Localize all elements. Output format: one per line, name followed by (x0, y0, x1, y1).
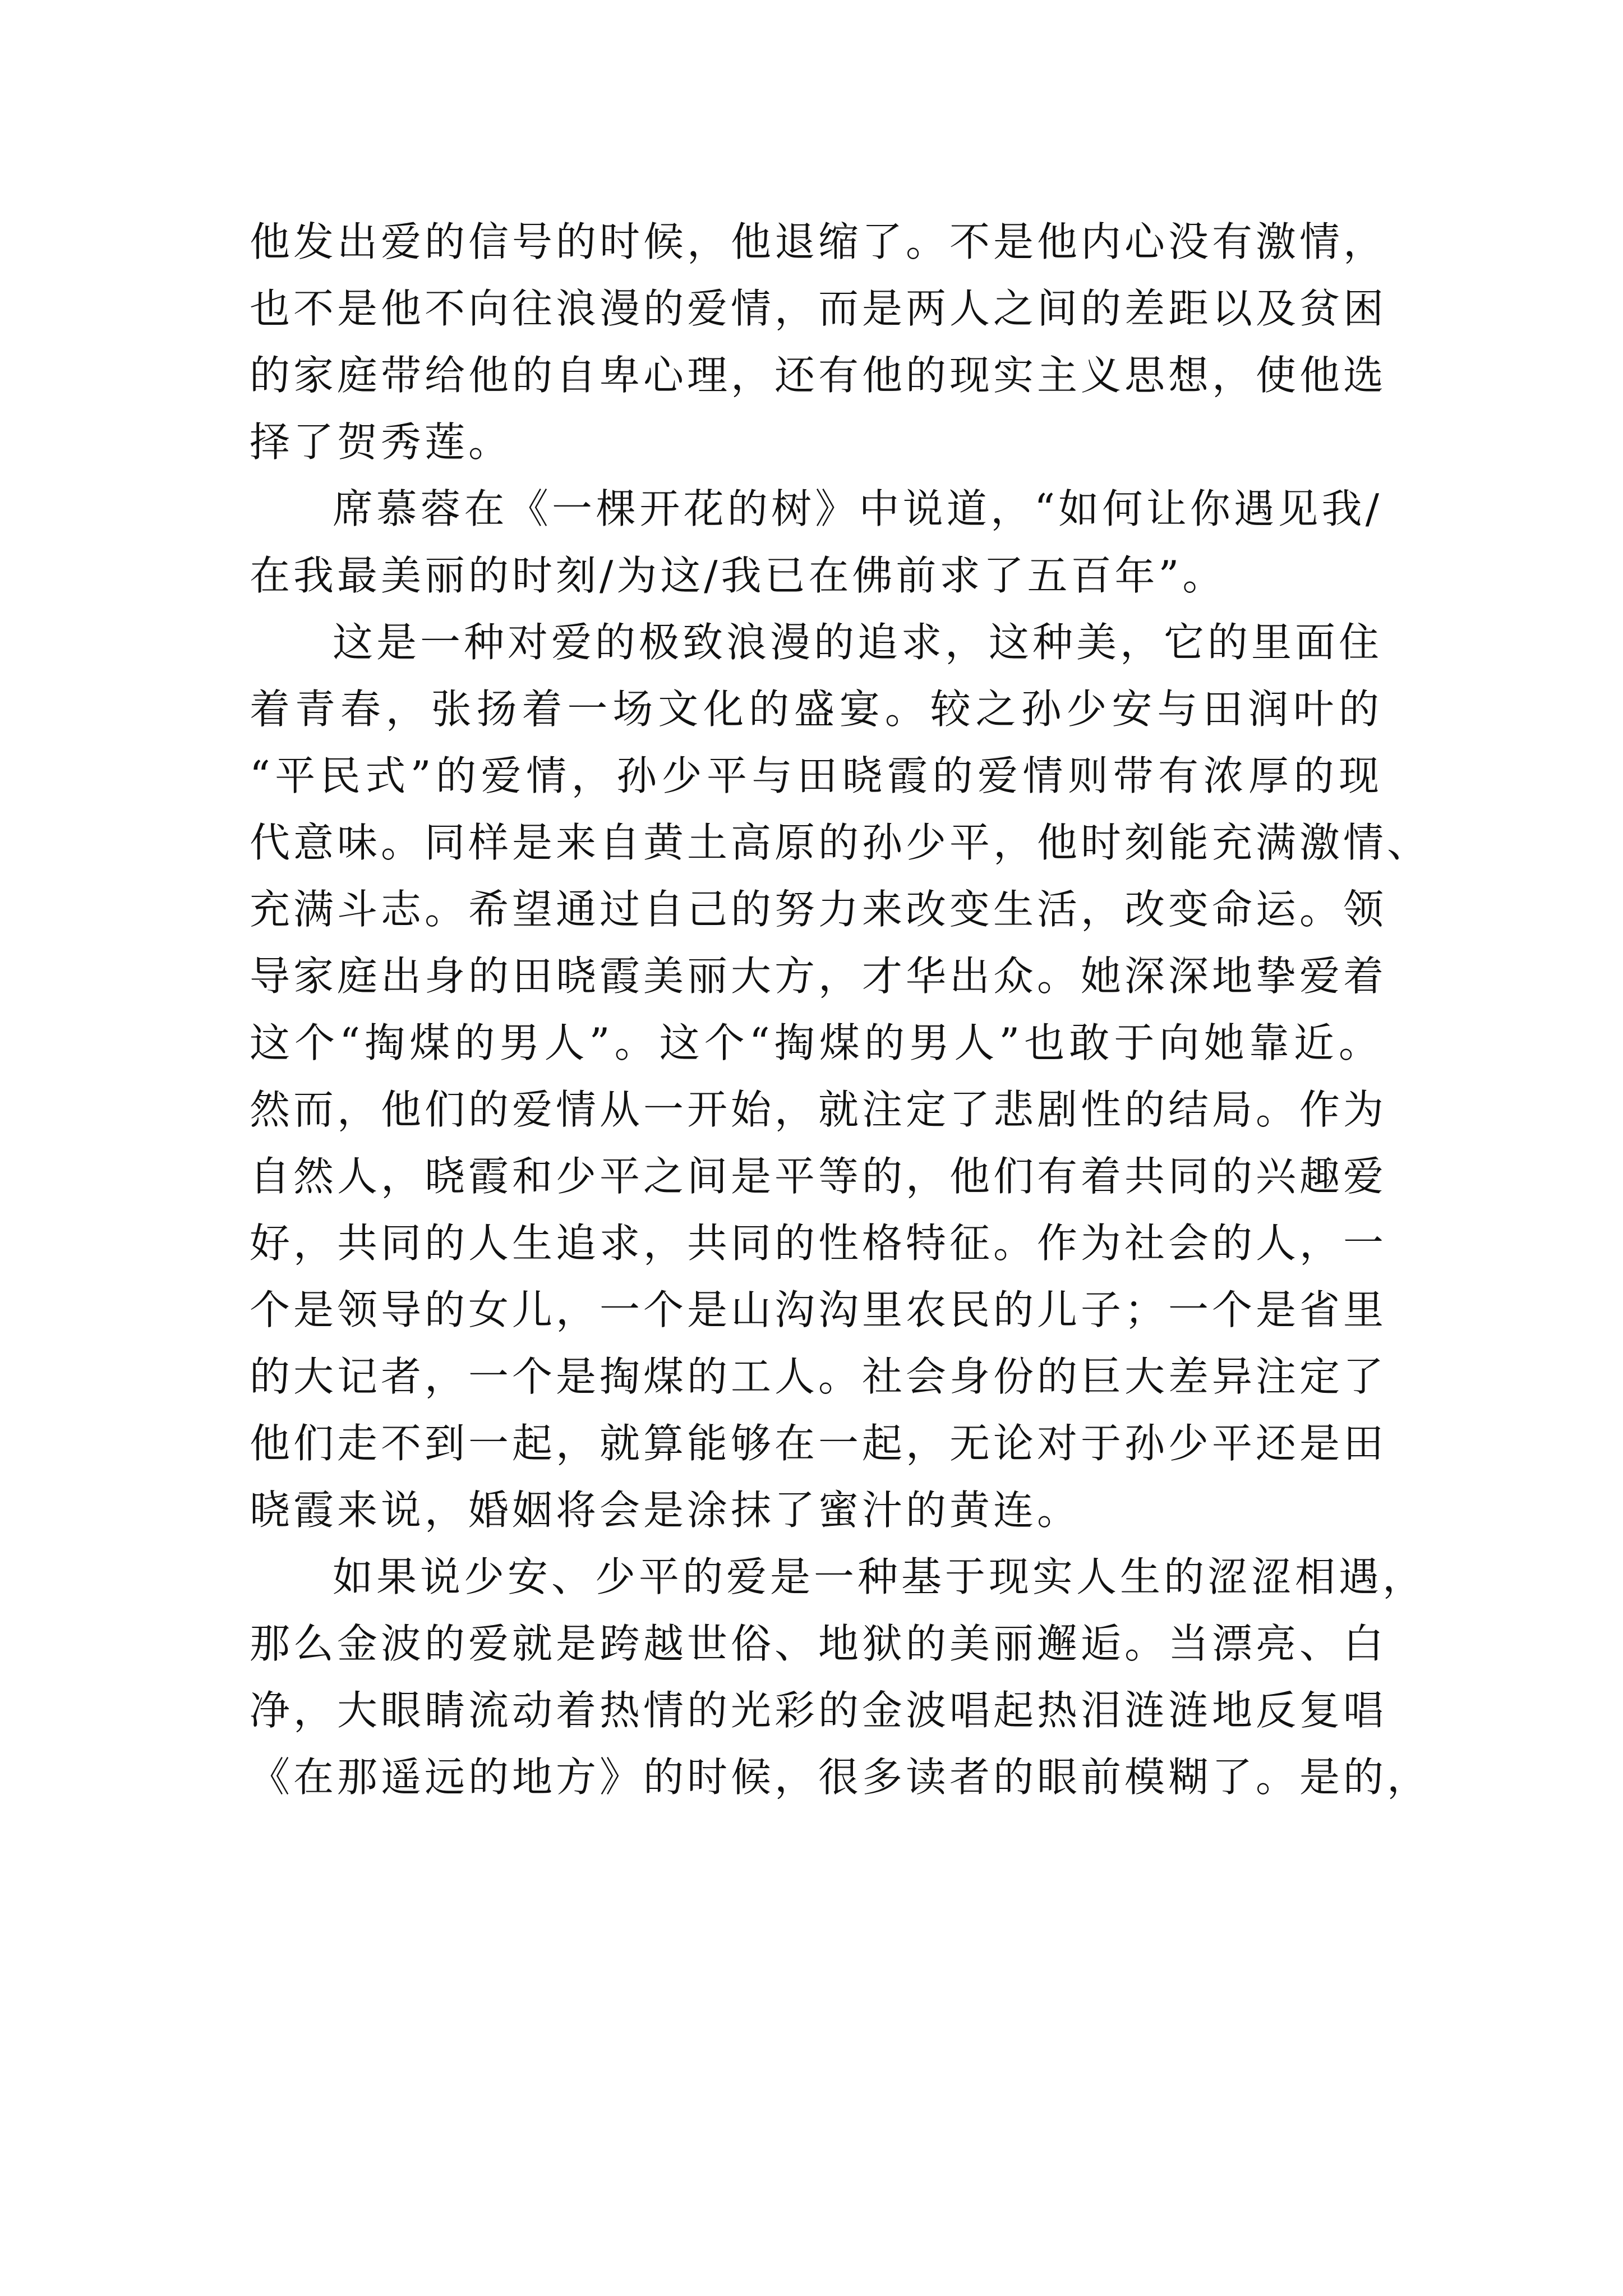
paragraph-first-line: 如果说少安、少平的爱是一种基于现实人生的涩涩相遇， (333, 1553, 1427, 1600)
text-line: 也不是他不向往浪漫的爱情，而是两人之间的差距以及贫困 (250, 285, 1387, 332)
text-line: 这个“掏煤的男人”。这个“掏煤的男人”也敢于向她靠近。 (250, 1019, 1382, 1066)
text-line: 自然人，晓霞和少平之间是平等的，他们有着共同的兴趣爱 (250, 1153, 1387, 1200)
text-line: 着青春，张扬着一场文化的盛宴。较之孙少安与田润叶的 (250, 685, 1382, 733)
text-line: 导家庭出身的田晓霞美丽大方，才华出众。她深深地挚爱着 (250, 953, 1387, 1000)
text-line: 择了贺秀莲。 (250, 418, 513, 466)
text-line: 好，共同的人生追求，共同的性格特征。作为社会的人，一 (250, 1220, 1387, 1267)
text-line: “平民式”的爱情，孙少平与田晓霞的爱情则带有浓厚的现 (250, 752, 1382, 799)
text-line: 个是领导的女儿，一个是山沟沟里农民的儿子；一个是省里 (250, 1286, 1387, 1333)
text-line: 他们走不到一起，就算能够在一起，无论对于孙少平还是田 (250, 1420, 1387, 1467)
text-line: 的大记者，一个是掏煤的工人。社会身份的巨大差异注定了 (250, 1353, 1387, 1400)
text-line: 净，大眼睛流动着热情的光彩的金波唱起热泪涟涟地反复唱 (250, 1687, 1387, 1734)
text-line: 然而，他们的爱情从一开始，就注定了悲剧性的结局。作为 (250, 1086, 1387, 1133)
text-line: 充满斗志。希望通过自己的努力来改变生活，改变命运。领 (250, 886, 1387, 933)
paragraph-first-line: 席慕蓉在《一棵开花的树》中说道，“如何让你遇见我/ (333, 485, 1382, 532)
text-line: 代意味。同样是来自黄土高原的孙少平，他时刻能充满激情、 (250, 819, 1431, 866)
text-line: 《在那遥远的地方》的时候，很多读者的眼前模糊了。是的， (250, 1754, 1431, 1801)
text-line: 在我最美丽的时刻/为这/我已在佛前求了五百年”。 (250, 552, 1227, 599)
text-line: 的家庭带给他的自卑心理，还有他的现实主义思想，使他选 (250, 352, 1387, 399)
text-line: 晓霞来说，婚姻将会是涂抹了蜜汁的黄连。 (250, 1487, 1081, 1534)
paragraph-first-line: 这是一种对爱的极致浪漫的追求，这种美，它的里面住 (333, 619, 1383, 666)
text-line: 他发出爱的信号的时候，他退缩了。不是他内心没有激情， (250, 218, 1387, 265)
text-line: 那么金波的爱就是跨越世俗、地狱的美丽邂逅。当漂亮、白 (250, 1620, 1387, 1667)
body-text (250, 209, 1431, 1811)
